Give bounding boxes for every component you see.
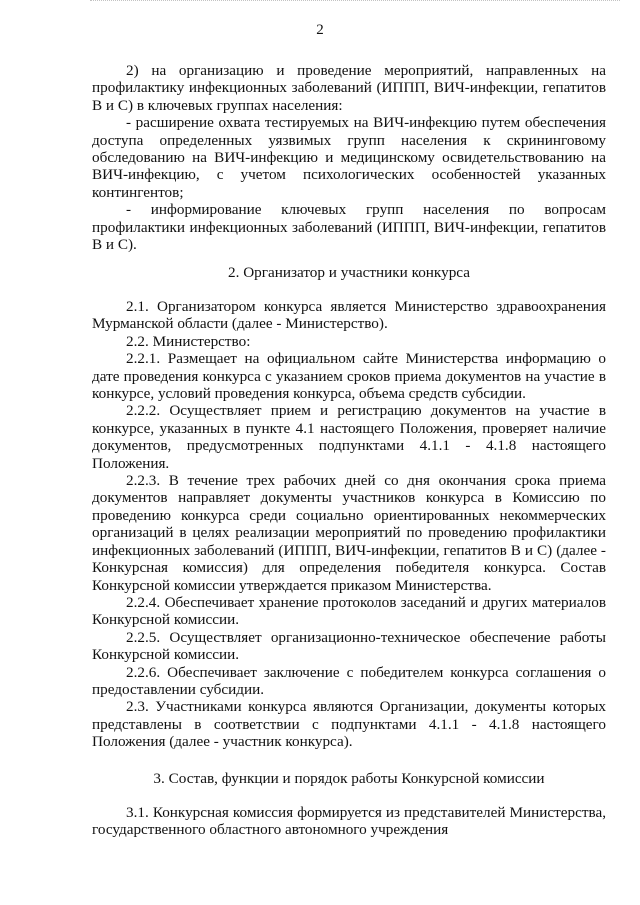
paragraph-2-2-6: 2.2.6. Обеспечивает заключение с победителем конкурса соглашения о предоставлении субсидии. (92, 663, 606, 698)
paragraph-2-2-4: 2.2.4. Обеспечивает хранение протоколов заседаний и других материалов Конкурсной комиссии. (92, 593, 606, 629)
paragraph-3-1: 3.1. Конкурсная комиссия формируется из представителей Министерства, государственного областного автономного учреждения (92, 804, 606, 839)
section1-list (92, 62, 606, 253)
sub-item-testing: - расширение охвата тестируемых на ВИЧ-инфекцию путем обеспечения доступа определенных уязвимых групп населения к скрининговому обследованию на ВИЧ-инфекцию и медицинскому освидетельствованию на ВИЧ-инфекцию, с учетом психологических особенностей указанных контингентов; (92, 114, 606, 201)
paragraph-2-2-1: 2.2.1. Размещает на официальном сайте Министерства информацию о дате проведения конкурса с указанием сроков приема документов на участие в конкурсе, условий проведения конкурса, объема средств субсидии. (92, 350, 606, 403)
paragraph-2-3: 2.3. Участниками конкурса являются Организации, документы которых представлены в соответствии с подпунктами 4.1.1 - 4.1.8 настоящего Положения (далее - участник конкурса). (92, 698, 606, 751)
paragraph-2-2-5: 2.2.5. Осуществляет организационно-техническое обеспечение работы Конкурсной комиссии. (92, 628, 606, 664)
item-2: 2) на организацию и проведение мероприятий, направленных на профилактику инфекционных заболеваний (ИППП, ВИЧ-инфекции, гепатитов В и С) в ключевых группах населения: (92, 62, 606, 114)
section3-heading: 3. Состав, функции и порядок работы Конкурсной комиссии (153, 770, 545, 787)
paragraph-2-2: 2.2. Министерство: (126, 332, 251, 350)
section2-heading: 2. Организатор и участники конкурса (228, 264, 470, 281)
paragraph-2-2-2: 2.2.2. Осуществляет прием и регистрацию документов на участие в конкурсе, указанных в пункте 4.1 настоящего Положения, проверяет наличие документов, предусмотренных подпунктами 4.1.1 - 4.1.8 настоящего Положения. (92, 402, 606, 472)
paragraph-2-2-3: 2.2.3. В течение трех рабочих дней со дня окончания срока приема документов направляет документы участников конкурса в Комиссию по проведению конкурса среди социально ориентированных некоммерческих организаций в целях реализации мероприятий по проведению профилактики инфекционных заболеваний (ИППП, ВИЧ-инфекции, гепатитов В и С) (далее - Конкурсная комиссия) для определения победителя конкурса. Состав Конкурсной комиссии утверждается приказом Министерства. (92, 472, 606, 594)
page-number: 2 (316, 22, 324, 38)
section3-body (92, 804, 606, 839)
section2-body (92, 298, 606, 751)
paragraph-2-1: 2.1. Организатором конкурса является Министерство здравоохранения Мурманской области (далее - Министерство). (92, 298, 606, 333)
scan-top-edge (90, 0, 620, 4)
sub-item-informing: - информирование ключевых групп населения по вопросам профилактики инфекционных заболеваний (ИППП, ВИЧ-инфекции, гепатитов В и С). (92, 201, 606, 254)
